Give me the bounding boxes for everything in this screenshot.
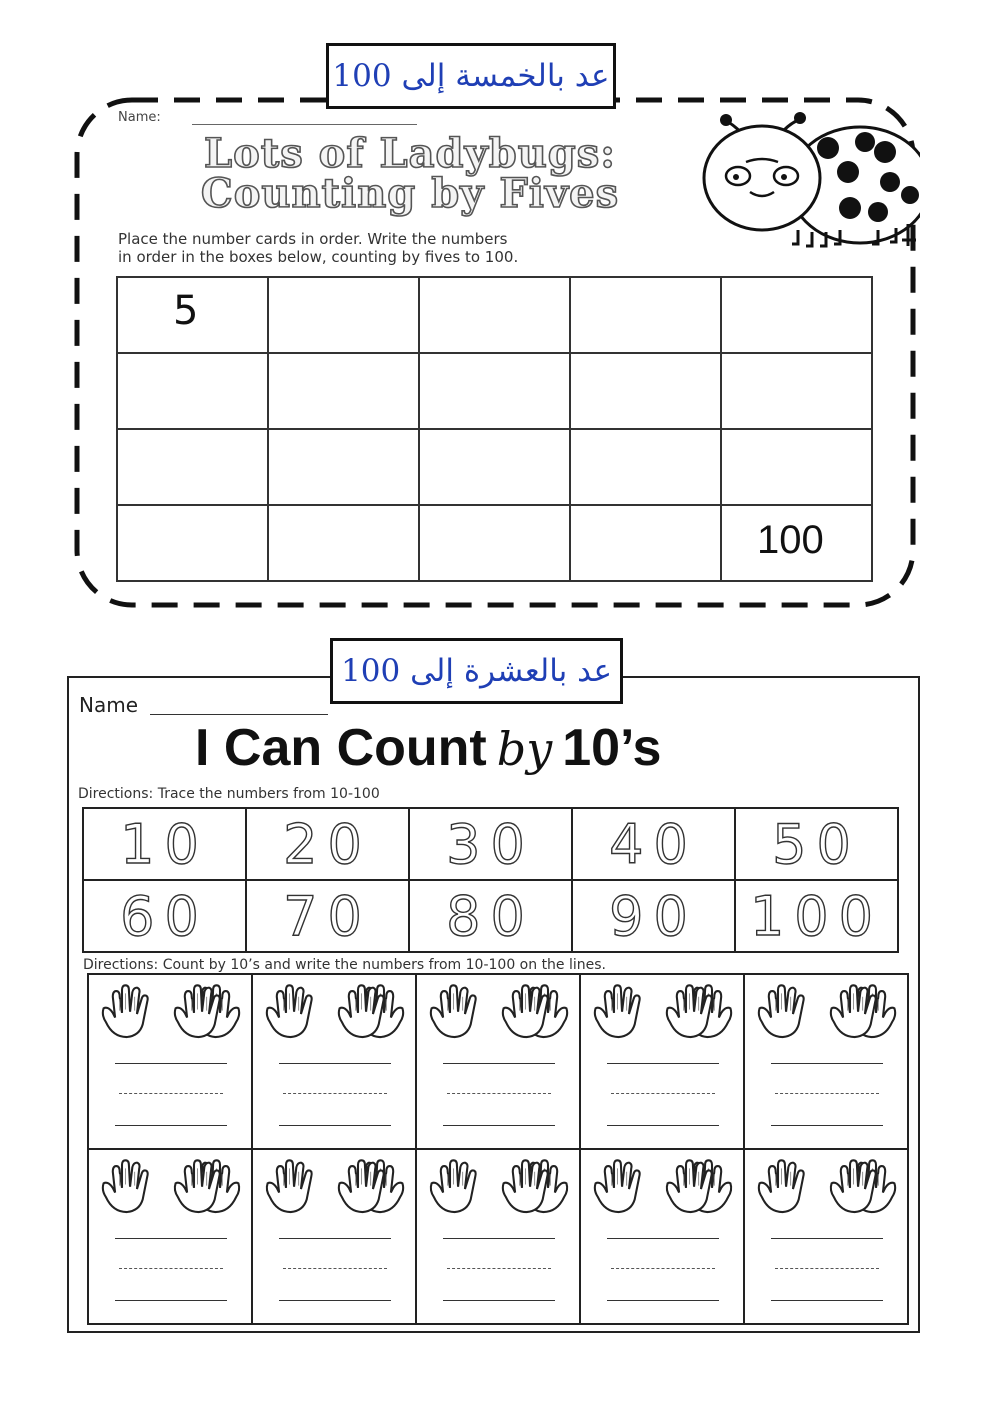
name-label: Name: <box>118 110 161 125</box>
title-part-2: by <box>496 722 553 776</box>
write-line[interactable] <box>279 1300 391 1301</box>
hands-cell[interactable] <box>252 974 416 1149</box>
dashed-guide-line <box>119 1093 223 1094</box>
grid-cell[interactable] <box>570 505 721 581</box>
dashed-guide-line <box>775 1093 879 1094</box>
write-line[interactable] <box>443 1063 555 1064</box>
arabic-label-count-by-fives: عد بالخمسة إلى 100 <box>326 43 616 109</box>
hands-icon <box>421 1154 577 1214</box>
trace-number[interactable]: 90 <box>572 880 735 952</box>
grid-cell[interactable] <box>419 429 570 505</box>
grid-cell[interactable] <box>721 353 872 429</box>
hands-icon <box>257 979 413 1039</box>
grid-cell[interactable] <box>117 429 268 505</box>
dashed-guide-line <box>775 1268 879 1269</box>
hands-cell[interactable] <box>744 1149 908 1324</box>
dashed-guide-line <box>283 1093 387 1094</box>
hands-cell[interactable] <box>416 1149 580 1324</box>
hands-icon <box>749 979 905 1039</box>
trace-number[interactable]: 30 <box>409 808 572 880</box>
trace-number[interactable]: 80 <box>409 880 572 952</box>
hands-cell[interactable] <box>252 1149 416 1324</box>
name-underline <box>150 714 328 715</box>
hands-icon <box>93 979 249 1039</box>
grid-cell[interactable] <box>721 277 872 353</box>
name-label: Name <box>79 693 139 717</box>
grid-cell[interactable] <box>268 505 419 581</box>
dashed-guide-line <box>447 1093 551 1094</box>
grid-cell[interactable] <box>268 429 419 505</box>
worksheet-title <box>195 718 661 779</box>
write-line[interactable] <box>771 1300 883 1301</box>
grid-cell[interactable] <box>268 353 419 429</box>
hands-icon <box>93 1154 249 1214</box>
grid-first-number: 5 <box>173 288 199 334</box>
write-line[interactable] <box>115 1238 227 1239</box>
instructions-line-1: Place the number cards in order. Write the numbers <box>118 230 508 248</box>
trace-numbers-grid <box>82 807 899 953</box>
grid-cell[interactable] <box>268 277 419 353</box>
trace-number[interactable]: 100 <box>735 880 898 952</box>
write-line[interactable] <box>607 1063 719 1064</box>
trace-number[interactable]: 50 <box>735 808 898 880</box>
write-line[interactable] <box>771 1238 883 1239</box>
write-line[interactable] <box>607 1238 719 1239</box>
grid-cell[interactable] <box>721 505 872 581</box>
count-by-fives-grid <box>116 276 873 582</box>
write-line[interactable] <box>771 1125 883 1126</box>
write-line[interactable] <box>115 1063 227 1064</box>
grid-cell[interactable] <box>570 429 721 505</box>
grid-cell[interactable] <box>117 353 268 429</box>
write-line[interactable] <box>443 1300 555 1301</box>
write-line[interactable] <box>771 1063 883 1064</box>
write-line[interactable] <box>279 1238 391 1239</box>
dashed-guide-line <box>119 1268 223 1269</box>
dashed-guide-line <box>611 1268 715 1269</box>
grid-cell[interactable] <box>721 429 872 505</box>
directions-count: Directions: Count by 10’s and write the numbers from 10-100 on the lines. <box>83 957 607 973</box>
instructions <box>118 230 708 266</box>
write-line[interactable] <box>115 1125 227 1126</box>
grid-cell[interactable] <box>570 277 721 353</box>
ladybug-icon <box>700 100 920 270</box>
trace-number[interactable]: 10 <box>83 808 246 880</box>
hands-cell[interactable] <box>88 974 252 1149</box>
trace-number[interactable]: 20 <box>246 808 409 880</box>
hands-cell[interactable] <box>744 974 908 1149</box>
trace-number[interactable]: 60 <box>83 880 246 952</box>
grid-cell[interactable] <box>117 277 268 353</box>
grid-last-number: 100 <box>757 518 824 562</box>
hands-icon <box>749 1154 905 1214</box>
worksheet-title <box>120 130 700 217</box>
grid-cell[interactable] <box>419 505 570 581</box>
dashed-guide-line <box>447 1268 551 1269</box>
hands-icon <box>421 979 577 1039</box>
hands-icon <box>585 1154 741 1214</box>
hands-icon <box>585 979 741 1039</box>
hands-cell[interactable] <box>416 974 580 1149</box>
write-line[interactable] <box>443 1238 555 1239</box>
grid-cell[interactable] <box>570 353 721 429</box>
write-line[interactable] <box>279 1063 391 1064</box>
write-line[interactable] <box>607 1300 719 1301</box>
hands-icon <box>257 1154 413 1214</box>
write-line[interactable] <box>443 1125 555 1126</box>
write-line[interactable] <box>607 1125 719 1126</box>
trace-number[interactable]: 70 <box>246 880 409 952</box>
title-part-1: I Can Count <box>195 719 487 777</box>
hands-cell[interactable] <box>88 1149 252 1324</box>
instructions-line-2: in order in the boxes below, counting by fives to 100. <box>118 248 519 266</box>
title-part-3: 10’s <box>562 719 662 777</box>
hands-cell[interactable] <box>580 974 744 1149</box>
grid-cell[interactable] <box>419 353 570 429</box>
write-line[interactable] <box>279 1125 391 1126</box>
arabic-label-count-by-tens: عد بالعشرة إلى 100 <box>330 638 623 704</box>
trace-number[interactable]: 40 <box>572 808 735 880</box>
write-line[interactable] <box>115 1300 227 1301</box>
dashed-guide-line <box>283 1268 387 1269</box>
grid-cell[interactable] <box>419 277 570 353</box>
title-line-1: Lots of Ladybugs: <box>203 130 617 177</box>
hands-cell[interactable] <box>580 1149 744 1324</box>
hands-counting-grid <box>87 973 909 1325</box>
title-line-2: Counting by Fives <box>200 170 620 217</box>
grid-cell[interactable] <box>117 505 268 581</box>
directions-trace: Directions: Trace the numbers from 10-100 <box>78 786 380 802</box>
name-underline <box>192 124 417 125</box>
dashed-guide-line <box>611 1093 715 1094</box>
